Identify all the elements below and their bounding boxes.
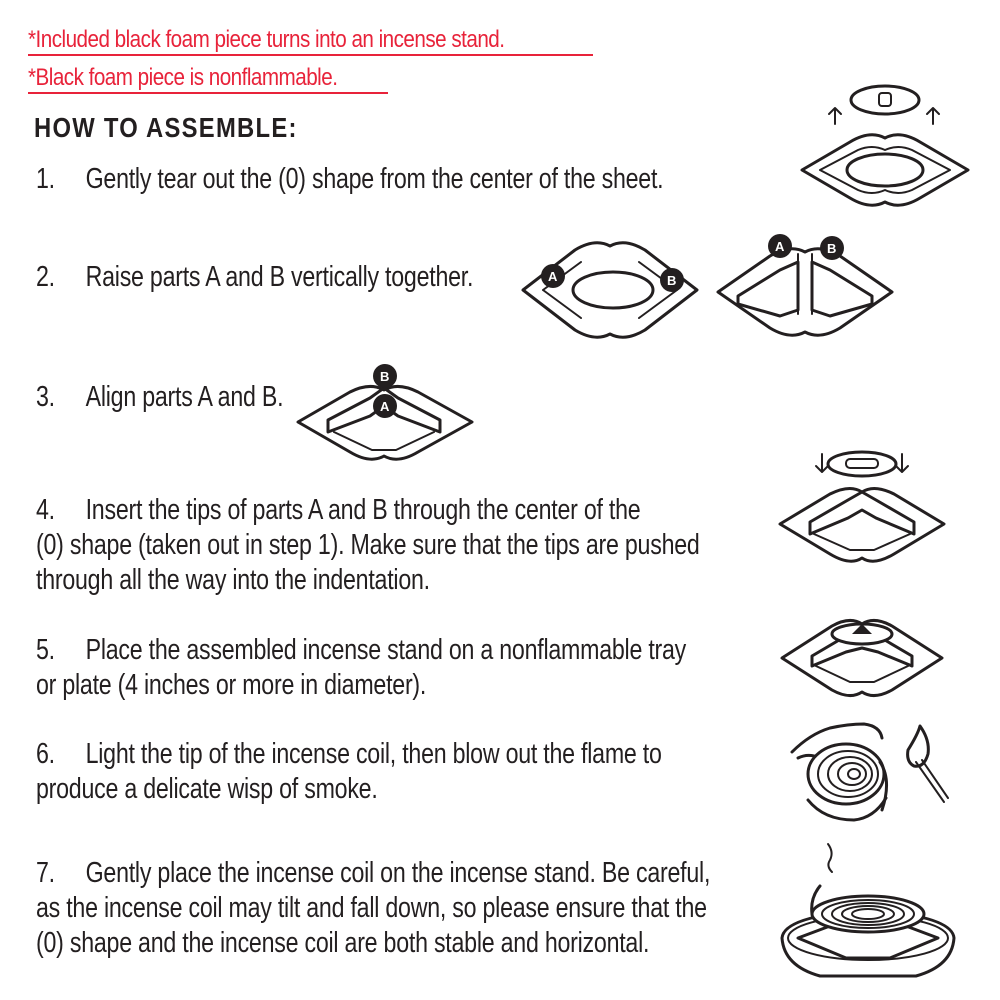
part-b-label: B — [667, 273, 677, 288]
step-text: produce a delicate wisp of smoke. — [36, 773, 378, 805]
step-5 — [36, 633, 686, 703]
part-b-label: B — [380, 369, 390, 384]
step-text: Insert the tips of parts A and B through the center of the — [85, 494, 641, 526]
step-6-illustration — [784, 710, 956, 830]
step-number: 2. — [36, 261, 55, 293]
step-7-illustration — [776, 840, 960, 990]
step-7 — [36, 856, 710, 961]
step-1-illustration — [790, 78, 980, 218]
step-3 — [36, 380, 283, 415]
step-text: Place the assembled incense stand on a nonflammable tray — [85, 634, 687, 666]
flame-icon — [908, 726, 929, 766]
arrow-up-icon — [927, 108, 939, 124]
arrow-up-icon — [829, 108, 841, 124]
step-2-illustration-flat — [515, 232, 705, 350]
step-text: Gently tear out the (0) shape from the center of the sheet. — [85, 163, 664, 195]
step-6 — [36, 737, 662, 807]
assembly-heading: HOW TO ASSEMBLE: — [34, 112, 298, 143]
step-text: Align parts A and B. — [85, 381, 284, 413]
step-number: 3. — [36, 381, 55, 413]
arrow-down-icon — [816, 454, 828, 472]
step-text: Light the tip of the incense coil, then blow out the flame to — [85, 738, 662, 770]
step-number: 4. — [36, 494, 55, 526]
arrow-down-icon — [896, 454, 908, 472]
step-2-illustration-raised — [710, 232, 900, 350]
step-text: as the incense coil may tilt and fall down, so please ensure that the — [36, 892, 707, 924]
step-1 — [36, 162, 663, 197]
step-text: Gently place the incense coil on the incense stand. Be careful, — [85, 857, 711, 889]
part-a-label: A — [775, 239, 785, 254]
step-number: 5. — [36, 634, 55, 666]
zero-shape-piece — [828, 452, 896, 476]
step-text: (0) shape (taken out in step 1). Make sure that the tips are pushed — [36, 529, 700, 561]
part-b-label: B — [827, 241, 837, 256]
note-foam-stand: *Included black foam piece turns into an incense stand. — [28, 26, 505, 53]
incense-coil-icon — [812, 896, 924, 932]
step-4-illustration — [774, 446, 950, 576]
smoke-icon — [828, 844, 832, 872]
step-number: 7. — [36, 857, 55, 889]
step-text: Raise parts A and B vertically together. — [85, 261, 474, 293]
step-2 — [36, 260, 473, 295]
step-text: (0) shape and the incense coil are both stable and horizontal. — [36, 927, 650, 959]
hand-icon — [792, 724, 882, 752]
part-a-label: A — [548, 269, 558, 284]
step-3-illustration — [292, 362, 478, 474]
note-underline — [28, 54, 593, 56]
step-4 — [36, 493, 700, 598]
zero-shape-piece — [851, 86, 919, 114]
step-text: or plate (4 inches or more in diameter). — [36, 669, 427, 701]
step-number: 1. — [36, 163, 55, 195]
step-number: 6. — [36, 738, 55, 770]
step-text: through all the way into the indentation. — [36, 564, 430, 596]
part-a-label: A — [380, 399, 390, 414]
note-nonflammable: *Black foam piece is nonflammable. — [28, 64, 338, 91]
note-underline — [28, 92, 388, 94]
step-5-illustration — [776, 600, 948, 716]
